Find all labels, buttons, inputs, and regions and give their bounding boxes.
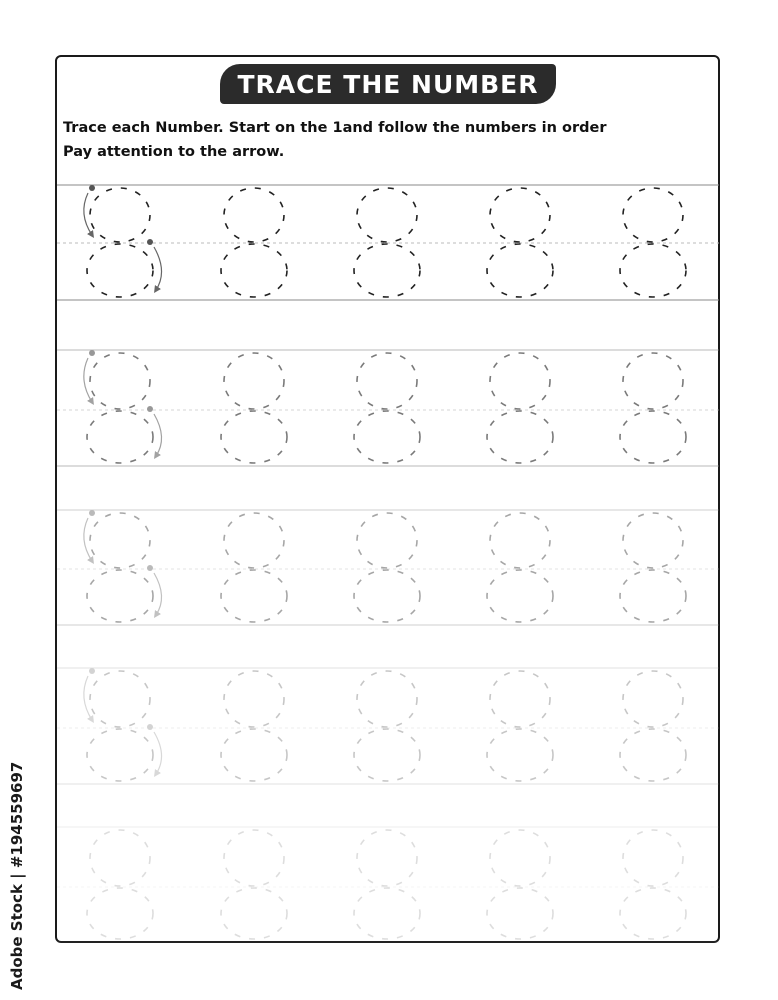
digit-lower-loop: [487, 244, 553, 297]
guide-arrow-icon: [154, 247, 162, 290]
dashed-digit-eight: [87, 830, 153, 939]
digit-lower-loop: [221, 729, 287, 781]
dashed-digit-eight: [354, 671, 420, 781]
instruction-line-1: Trace each Number. Start on the 1and follow the numbers in order: [63, 120, 607, 136]
tracing-row: [57, 350, 719, 466]
digit-upper-loop: [224, 513, 284, 568]
digit-lower-loop: [354, 729, 420, 781]
digit-lower-loop: [620, 729, 686, 781]
digit-upper-loop: [357, 513, 417, 568]
digit-lower-loop: [354, 570, 420, 622]
digit-upper-loop: [490, 671, 550, 727]
digit-lower-loop: [620, 888, 686, 939]
start-dot-1: [89, 185, 95, 191]
digit-lower-loop: [487, 411, 553, 463]
digit-upper-loop: [490, 353, 550, 409]
digit-upper-loop: [90, 353, 150, 409]
start-dot-1: [89, 350, 95, 356]
start-dot-1: [89, 668, 95, 674]
digit-lower-loop: [620, 411, 686, 463]
start-dot-2: [147, 406, 153, 412]
digit-upper-loop: [490, 830, 550, 886]
digit-upper-loop: [224, 671, 284, 727]
digit-upper-loop: [623, 188, 683, 242]
digit-lower-loop: [354, 244, 420, 297]
digit-upper-loop: [623, 671, 683, 727]
digit-upper-loop: [224, 188, 284, 242]
guide-arrow-icon: [154, 732, 162, 774]
tracing-row: [57, 668, 719, 784]
digit-lower-loop: [487, 888, 553, 939]
tracing-row: [57, 827, 719, 942]
digit-lower-loop: [87, 570, 153, 622]
dashed-digit-eight: [221, 671, 287, 781]
dashed-digit-eight: [620, 830, 686, 939]
digit-lower-loop: [87, 411, 153, 463]
dashed-digit-eight: [487, 353, 553, 463]
stock-watermark: Adobe Stock | #194559697: [8, 761, 26, 990]
digit-upper-loop: [90, 513, 150, 568]
digit-lower-loop: [221, 570, 287, 622]
digit-upper-loop: [224, 353, 284, 409]
digit-lower-loop: [620, 244, 686, 297]
guide-arrow-icon: [154, 573, 162, 615]
digit-lower-loop: [221, 244, 287, 297]
start-dot-2: [147, 724, 153, 730]
digit-upper-loop: [490, 513, 550, 568]
digit-upper-loop: [357, 671, 417, 727]
digit-lower-loop: [87, 888, 153, 939]
dashed-digit-eight: [221, 353, 287, 463]
dashed-digit-eight: [221, 188, 287, 297]
digit-upper-loop: [224, 830, 284, 886]
digit-upper-loop: [490, 188, 550, 242]
digit-lower-loop: [221, 411, 287, 463]
digit-upper-loop: [90, 671, 150, 727]
dashed-digit-eight: [487, 513, 553, 622]
instruction-line-2: Pay attention to the arrow.: [63, 144, 285, 160]
digit-upper-loop: [90, 830, 150, 886]
digit-lower-loop: [221, 888, 287, 939]
dashed-digit-eight: [354, 513, 420, 622]
digit-upper-loop: [357, 830, 417, 886]
dashed-digit-eight: [87, 513, 153, 622]
digit-lower-loop: [354, 888, 420, 939]
start-dot-2: [147, 239, 153, 245]
dashed-digit-eight: [221, 513, 287, 622]
dashed-digit-eight: [620, 353, 686, 463]
digit-lower-loop: [87, 244, 153, 297]
dashed-digit-eight: [620, 671, 686, 781]
dashed-digit-eight: [620, 513, 686, 622]
guide-arrow-icon: [154, 414, 162, 456]
dashed-digit-eight: [354, 353, 420, 463]
dashed-digit-eight: [354, 830, 420, 939]
digit-lower-loop: [620, 570, 686, 622]
digit-upper-loop: [623, 513, 683, 568]
digit-upper-loop: [623, 830, 683, 886]
worksheet-title: TRACE THE NUMBER: [220, 64, 556, 104]
digit-upper-loop: [90, 188, 150, 242]
start-dot-2: [147, 565, 153, 571]
dashed-digit-eight: [487, 671, 553, 781]
dashed-digit-eight: [87, 671, 153, 781]
digit-upper-loop: [357, 353, 417, 409]
dashed-digit-eight: [221, 830, 287, 939]
digit-lower-loop: [87, 729, 153, 781]
digit-upper-loop: [623, 353, 683, 409]
tracing-row: [57, 185, 719, 300]
dashed-digit-eight: [87, 353, 153, 463]
start-dot-1: [89, 510, 95, 516]
digit-lower-loop: [487, 729, 553, 781]
digit-lower-loop: [487, 570, 553, 622]
digit-upper-loop: [357, 188, 417, 242]
digit-lower-loop: [354, 411, 420, 463]
dashed-digit-eight: [487, 830, 553, 939]
tracing-row: [57, 510, 719, 625]
